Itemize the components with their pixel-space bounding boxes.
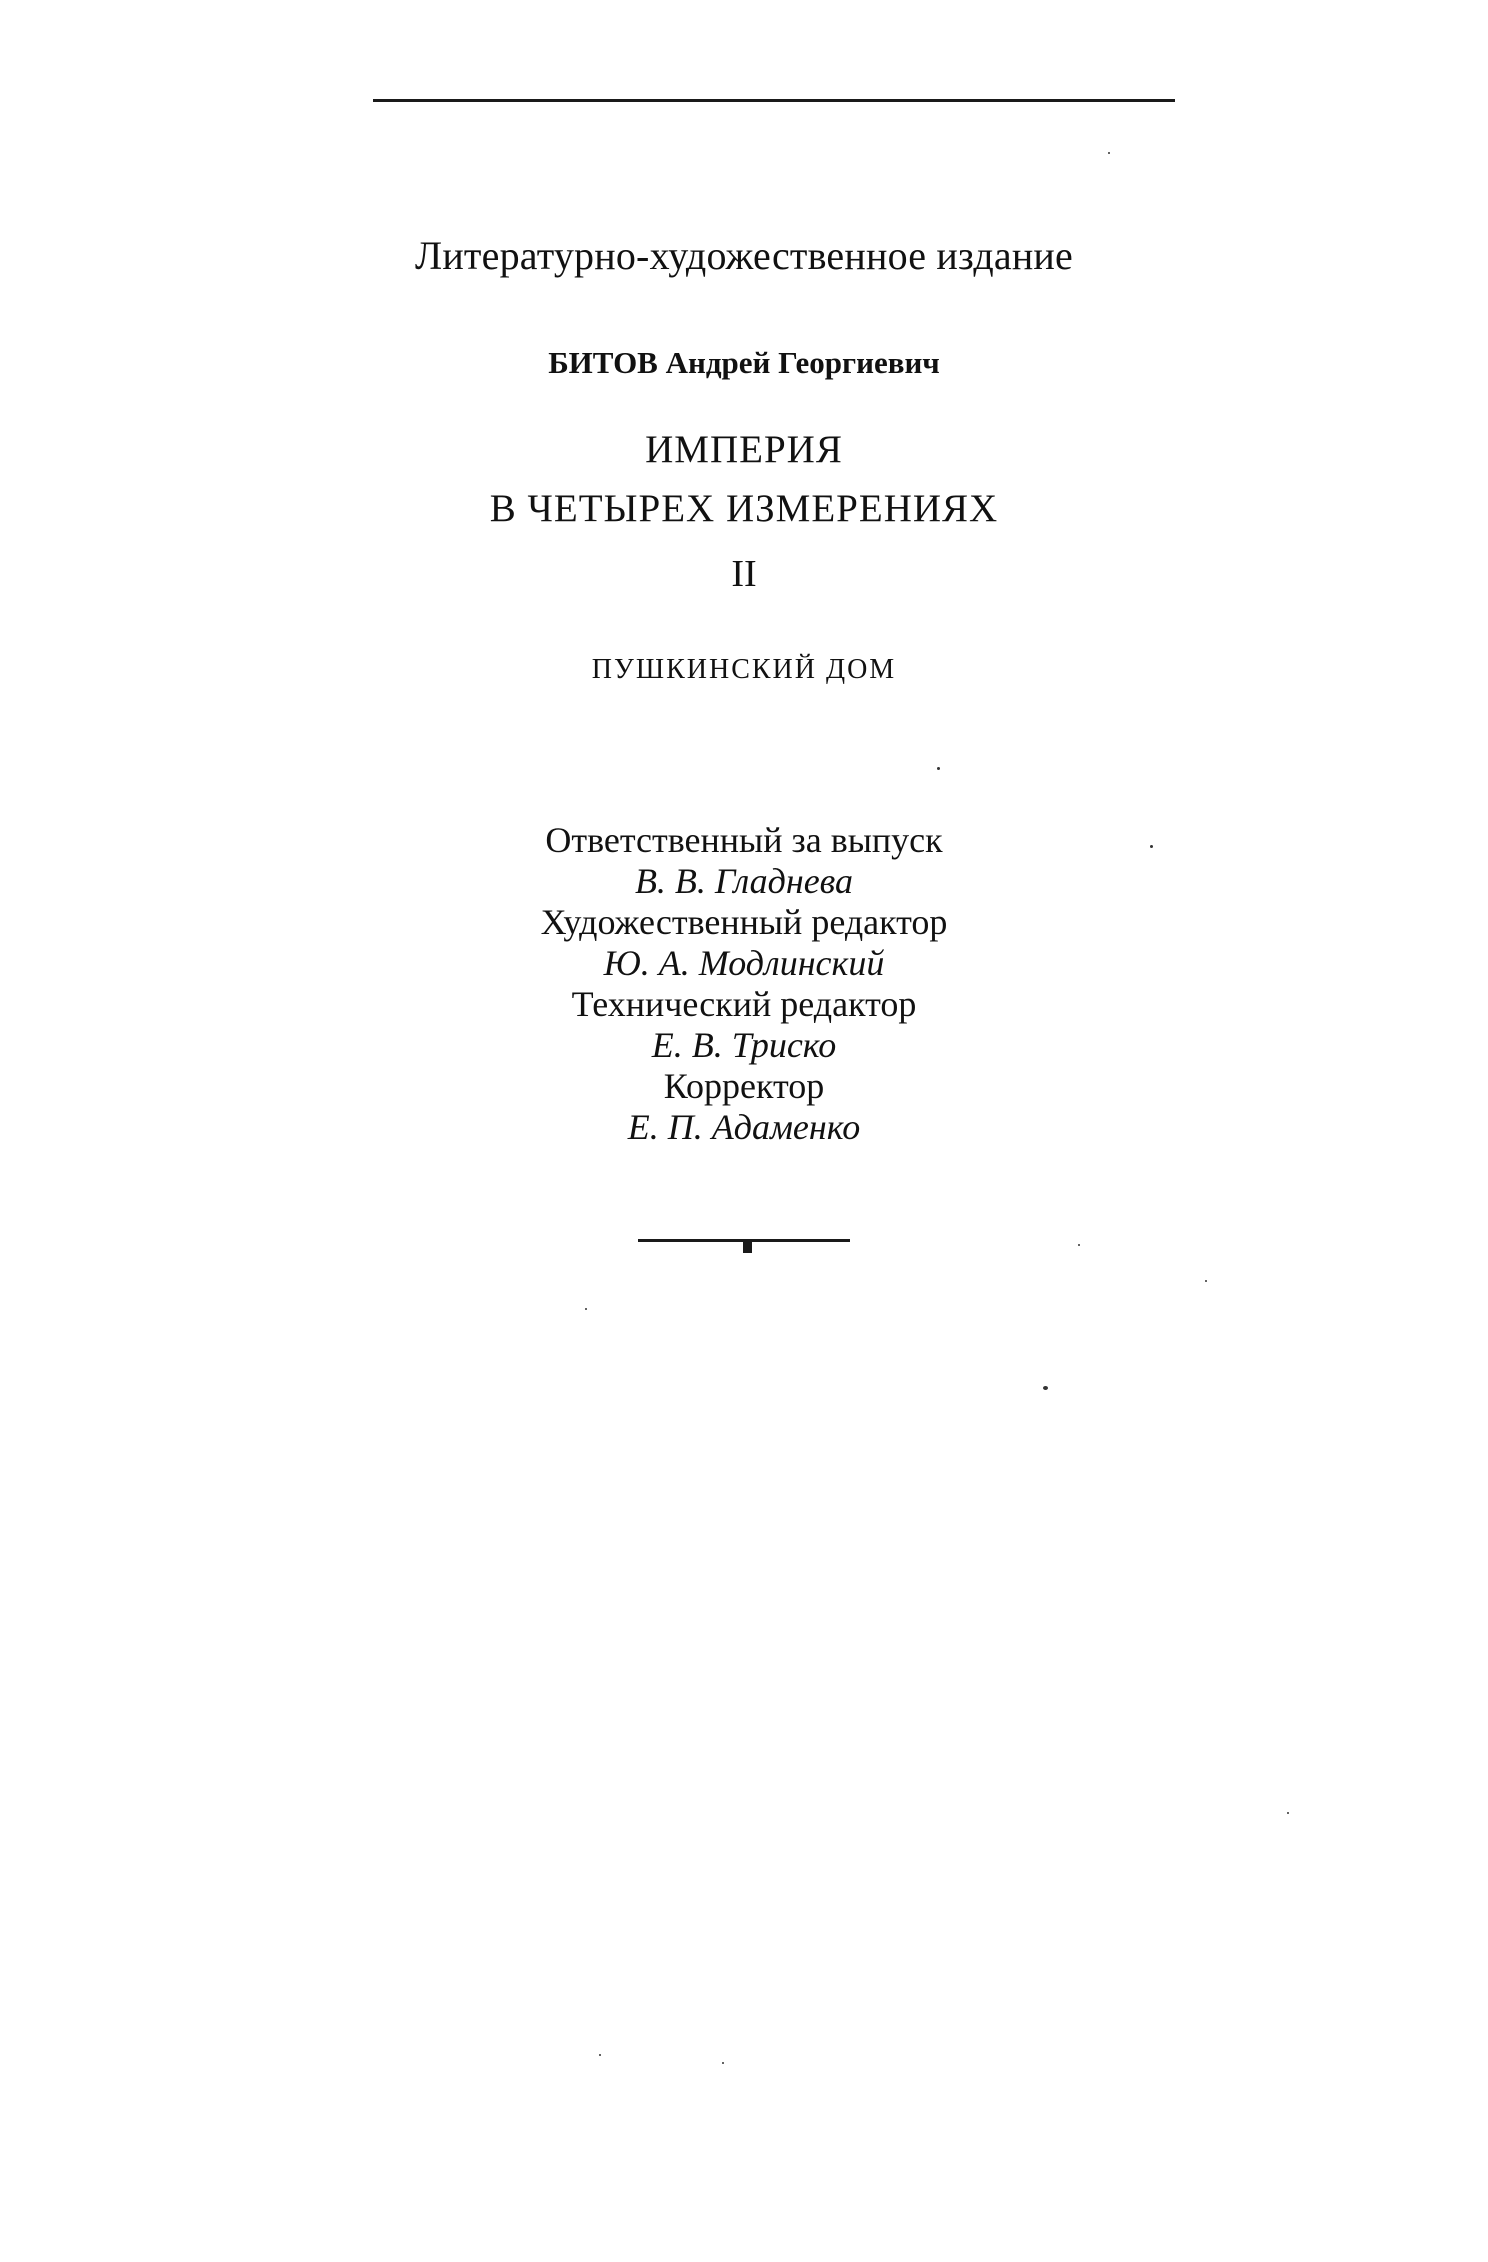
bottom-rule-mark — [743, 1241, 752, 1253]
credit-person: Е. В. Триско — [651, 1025, 837, 1065]
book-title-line-1: ИМПЕРИЯ — [645, 428, 843, 471]
credit-role: Технический редактор — [571, 984, 917, 1024]
scan-speck — [937, 767, 940, 770]
credit-role: Корректор — [663, 1066, 825, 1106]
credit-person: Е. П. Адаменко — [627, 1107, 861, 1147]
book-title-line-2: В ЧЕТЫРЕХ ИЗМЕРЕНИЯХ — [489, 487, 999, 530]
book-subtitle: ПУШКИНСКИЙ ДОМ — [591, 654, 897, 685]
scan-speck — [1287, 1812, 1289, 1814]
scan-speck — [1205, 1280, 1207, 1282]
scan-speck — [585, 1308, 587, 1310]
credits-list — [0, 820, 1488, 1148]
volume-number: II — [731, 553, 757, 595]
scan-speck — [1078, 1244, 1080, 1246]
edition-type: Литературно-художественное издание — [415, 233, 1073, 278]
credit-person: Ю. А. Модлинский — [603, 943, 885, 983]
scan-speck — [599, 2054, 601, 2056]
scan-speck — [1150, 845, 1153, 848]
book-title — [0, 420, 1488, 538]
scan-speck — [722, 2062, 724, 2064]
credit-role: Ответственный за выпуск — [545, 820, 943, 860]
scan-speck — [1043, 1386, 1048, 1390]
author-name: БИТОВ Андрей Георгиевич — [548, 345, 940, 380]
credit-role: Художественный редактор — [540, 902, 948, 942]
top-rule — [373, 99, 1175, 102]
credit-person: В. В. Гладнева — [634, 861, 854, 901]
scan-speck — [1108, 152, 1110, 154]
